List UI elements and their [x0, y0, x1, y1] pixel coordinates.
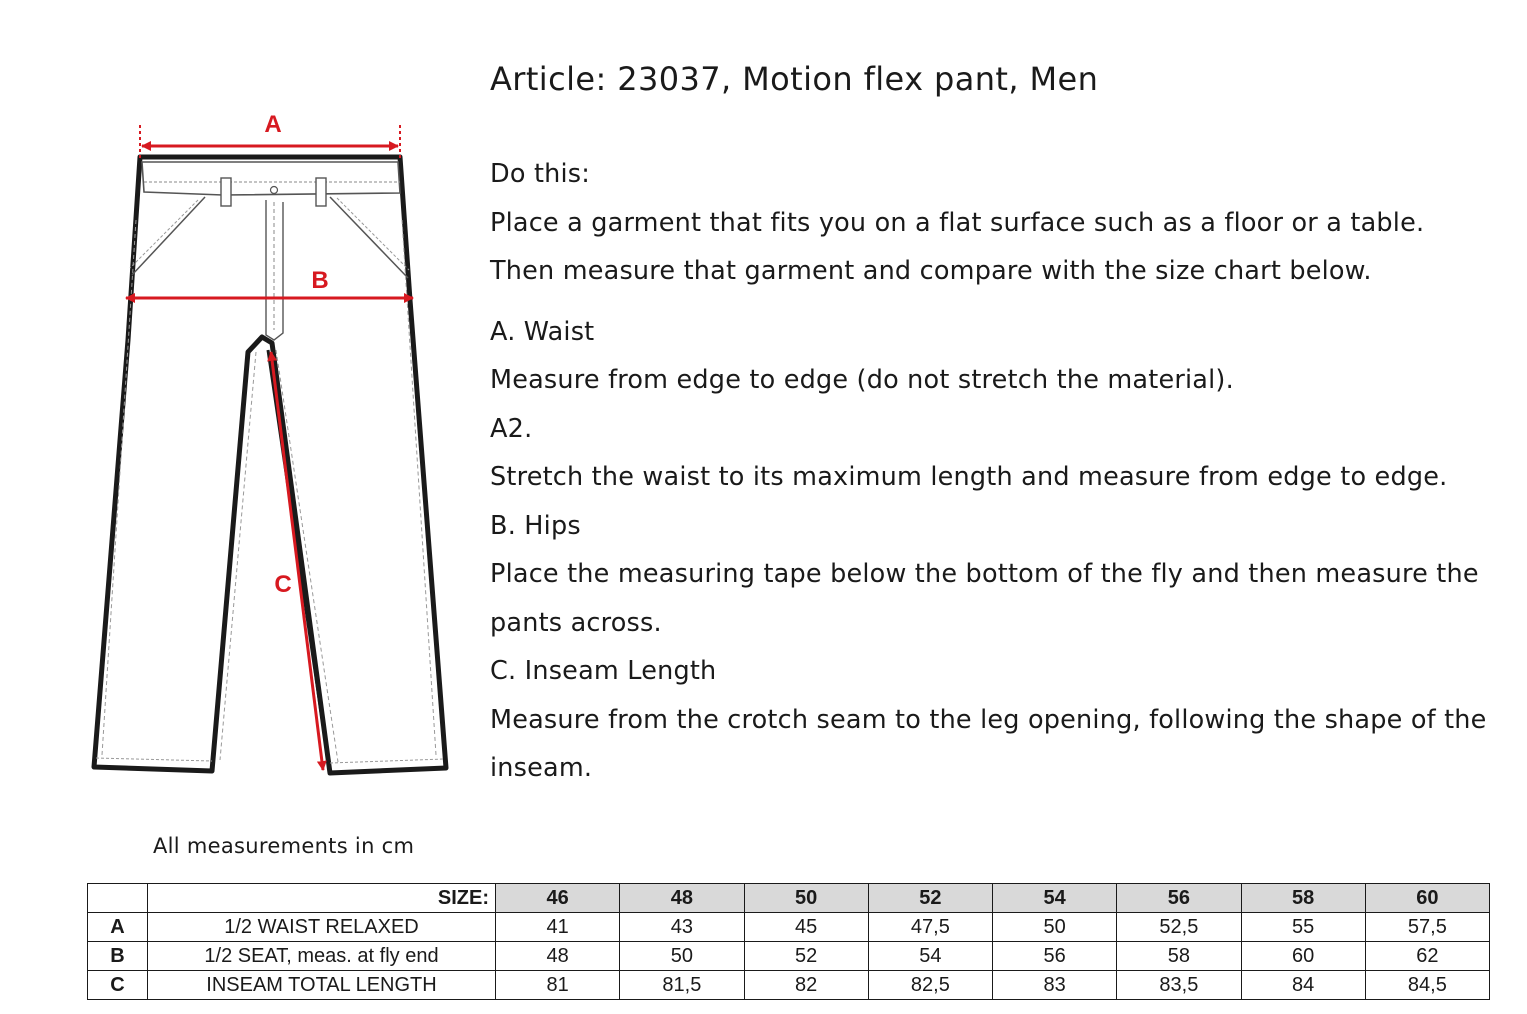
section-heading-inseam: C. Inseam Length: [490, 656, 717, 686]
size-header: 54: [993, 884, 1117, 913]
instruction-text: Measure from edge to edge (do not stretch the material).: [490, 365, 1234, 395]
table-cell: 52,5: [1117, 913, 1241, 942]
table-cell: 82,5: [868, 971, 992, 1000]
size-label: SIZE:: [148, 884, 496, 913]
size-header: 58: [1241, 884, 1365, 913]
size-header: 48: [620, 884, 744, 913]
table-cell: 81: [496, 971, 620, 1000]
table-cell: 54: [868, 942, 992, 971]
table-row-waist: [88, 913, 1490, 942]
instruction-text: Place the measuring tape below the bottom of the fly and then measure the pants across.: [490, 559, 1479, 638]
label-b: B: [311, 267, 329, 294]
pants-outline: [94, 157, 446, 773]
table-cell: 50: [993, 913, 1117, 942]
table-cell: 81,5: [620, 971, 744, 1000]
size-header-row: [88, 884, 1490, 913]
table-cell: 84: [1241, 971, 1365, 1000]
size-header: 50: [744, 884, 868, 913]
table-cell: 47,5: [868, 913, 992, 942]
section-heading-waist: A. Waist: [490, 316, 595, 347]
instructions: [490, 150, 1500, 793]
table-cell: 62: [1365, 942, 1489, 971]
table-cell: 50: [620, 942, 744, 971]
row-name: 1/2 SEAT, meas. at fly end: [148, 942, 496, 971]
size-header: 60: [1365, 884, 1489, 913]
table-cell: 82: [744, 971, 868, 1000]
size-header: 46: [496, 884, 620, 913]
table-cell: 52: [744, 942, 868, 971]
table-cell: 43: [620, 913, 744, 942]
instruction-text: Place a garment that fits you on a flat surface such as a floor or a table.: [490, 207, 1425, 238]
size-header: 56: [1117, 884, 1241, 913]
table-cell: 45: [744, 913, 868, 942]
row-code: A: [88, 913, 148, 942]
label-a: A: [264, 111, 282, 138]
table-corner: [88, 884, 148, 913]
instruction-text: Then measure that garment and compare with the size chart below.: [490, 256, 1372, 286]
table-cell: 48: [496, 942, 620, 971]
instruction-text: Measure from the crotch seam to the leg opening, following the shape of the inseam.: [490, 704, 1487, 783]
row-name: INSEAM TOTAL LENGTH: [148, 971, 496, 1000]
table-cell: 57,5: [1365, 913, 1489, 942]
table-cell: 55: [1241, 913, 1365, 942]
size-header: 52: [868, 884, 992, 913]
pants-diagram: [80, 100, 470, 790]
label-c: C: [274, 571, 292, 598]
table-cell: 83,5: [1117, 971, 1241, 1000]
page-title: Article: 23037, Motion flex pant, Men: [490, 60, 1099, 98]
table-cell: 56: [993, 942, 1117, 971]
row-code: B: [88, 942, 148, 971]
table-cell: 84,5: [1365, 971, 1489, 1000]
row-name: 1/2 WAIST RELAXED: [148, 913, 496, 942]
section-heading-hips: B. Hips: [490, 510, 581, 541]
table-cell: 58: [1117, 942, 1241, 971]
table-cell: 41: [496, 913, 620, 942]
row-code: C: [88, 971, 148, 1000]
instruction-text: Stretch the waist to its maximum length and measure from edge to edge.: [490, 462, 1448, 492]
table-cell: 83: [993, 971, 1117, 1000]
units-note: All measurements in cm: [153, 834, 415, 858]
instructions-heading: Do this:: [490, 159, 591, 189]
table-cell: 60: [1241, 942, 1365, 971]
section-heading-a2: A2.: [490, 413, 533, 444]
table-row-seat: [88, 942, 1490, 971]
table-row-inseam: [88, 971, 1490, 1000]
size-chart-table: [87, 883, 1490, 1000]
